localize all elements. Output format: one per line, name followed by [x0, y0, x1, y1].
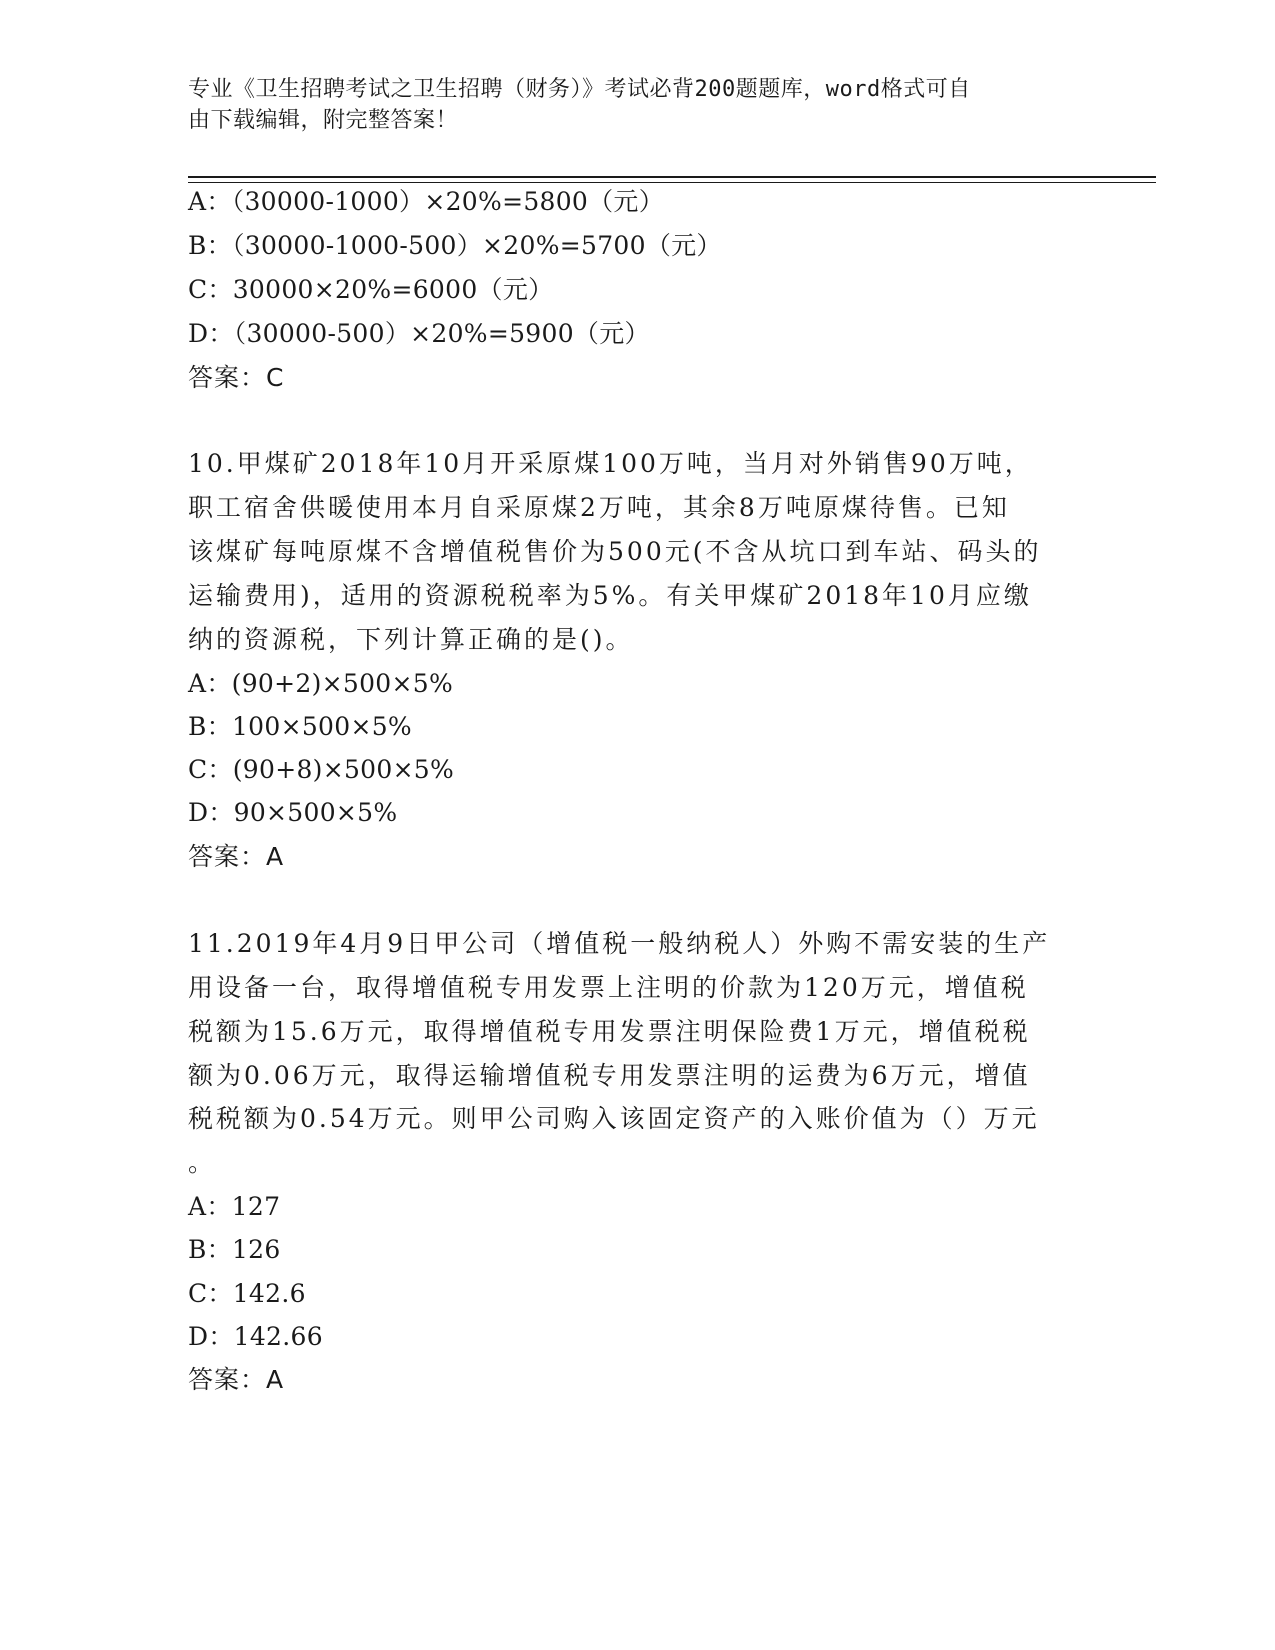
document-header	[188, 74, 1068, 136]
q10-stem-line-1: 10.甲煤矿2018年10月开采原煤100万吨，当月对外销售90万吨，	[188, 449, 1033, 478]
q11-option-d: D：142.66	[188, 1322, 323, 1351]
q11-stem-line-3: 税额为15.6万元，取得增值税专用发票注明保险费1万元，增值税税	[188, 1017, 1031, 1046]
q11-option-c: C：142.6	[188, 1279, 306, 1308]
q11-stem-line-2: 用设备一台，取得增值税专用发票上注明的价款为120万元，增值税	[188, 973, 1029, 1002]
q10-option-d: D：90×500×5%	[188, 798, 398, 827]
q10-stem-line-2: 职工宿舍供暖使用本月自采原煤2万吨，其余8万吨原煤待售。已知	[188, 493, 1010, 522]
q10-stem-line-5: 纳的资源税，下列计算正确的是()。	[188, 625, 634, 654]
q11-stem-line-4: 额为0.06万元，取得运输增值税专用发票注明的运费为6万元，增值	[188, 1061, 1031, 1090]
q9-option-a: A：（30000-1000）×20%=5800（元）	[188, 187, 665, 216]
header-divider-thick	[188, 176, 1156, 178]
q10-stem-line-4: 运输费用)，适用的资源税税率为5%。有关甲煤矿2018年10月应缴	[188, 581, 1032, 610]
q11-stem-line-1: 11.2019年4月9日甲公司（增值税一般纳税人）外购不需安装的生产	[188, 929, 1051, 958]
q9-option-c: C：30000×20%=6000（元）	[188, 275, 554, 304]
q11-answer: 答案：A	[188, 1365, 285, 1394]
q11-stem-line-5: 税税额为0.54万元。则甲公司购入该固定资产的入账价值为（）万元	[188, 1104, 1040, 1133]
header-line-1: 专业《卫生招聘考试之卫生招聘（财务）》考试必背200题题库，word格式可自	[188, 77, 971, 102]
q9-option-d: D：（30000-500）×20%=5900（元）	[188, 319, 650, 348]
q11-stem-line-6: 。	[188, 1148, 217, 1177]
q9-answer: 答案：C	[188, 363, 285, 392]
q10-option-a: A：(90+2)×500×5%	[188, 669, 453, 698]
q11-option-b: B：126	[188, 1235, 281, 1264]
q9-option-b: B：（30000-1000-500）×20%=5700（元）	[188, 231, 722, 260]
q11-option-a: A：127	[188, 1192, 281, 1221]
header-divider-thin	[188, 182, 1156, 183]
q10-answer: 答案：A	[188, 842, 285, 871]
q10-option-c: C：(90+8)×500×5%	[188, 755, 455, 784]
q10-option-b: B：100×500×5%	[188, 712, 412, 741]
header-line-2: 由下载编辑，附完整答案！	[188, 108, 459, 133]
q10-stem-line-3: 该煤矿每吨原煤不含增值税售价为500元(不含从坑口到车站、码头的	[188, 537, 1042, 566]
